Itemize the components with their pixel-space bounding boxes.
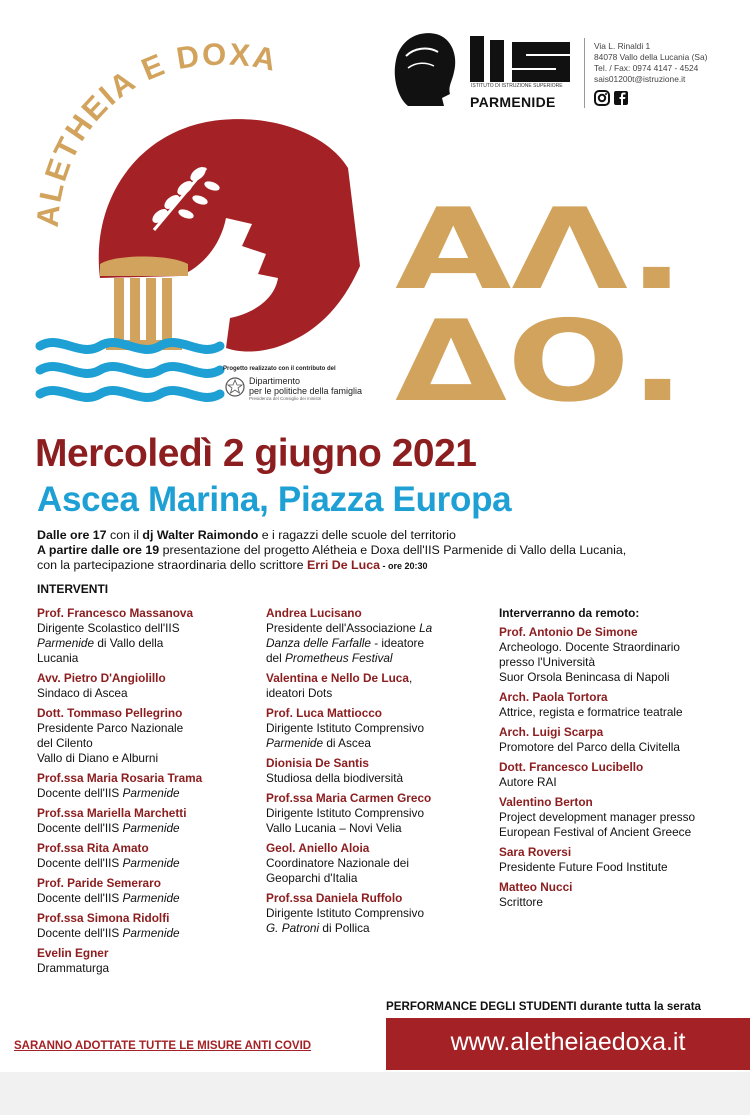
speaker-role: Project development manager presso [499, 810, 696, 824]
speaker-name: Prof.ssa Daniela Ruffolo [266, 891, 403, 905]
speaker-role: Drammaturga [37, 961, 110, 975]
school-name: PARMENIDE [470, 94, 556, 110]
speaker-role: Geoparchi d'Italia [266, 871, 358, 885]
speaker [499, 880, 739, 910]
intro-line-2: A partire dalle ore 19 presentazione del progetto Alétheia e Doxa dell'IIS Parmenide di Vallo della Lucania, [37, 543, 627, 557]
speaker [37, 876, 252, 906]
performance-note: PERFORMANCE DEGLI STUDENTI durante tutta la serata [386, 1000, 702, 1013]
department-intro: Progetto realizzato con il contributo del [223, 366, 336, 372]
speaker-name: Matteo Nucci [499, 880, 573, 894]
address-line: Tel. / Fax: 0974 4147 - 4524 [594, 63, 699, 73]
speaker-role: Dirigente Istituto Comprensivo [266, 806, 425, 820]
instagram-icon[interactable] [595, 91, 609, 105]
social-icons [594, 90, 632, 111]
website-link[interactable]: www.aletheiaedoxa.it [450, 1028, 686, 1056]
speaker-role: Docente dell'IIS Parmenide [37, 856, 180, 870]
iis-logo-icon [470, 36, 580, 82]
speaker-role: del Prometheus Festival [266, 651, 393, 665]
speaker-role: Presidente Future Food Institute [499, 860, 668, 874]
speaker-role: Sindaco di Ascea [37, 686, 128, 700]
speaker-role: Vallo Lucania – Novi Velia [266, 821, 402, 835]
event-intro [37, 528, 626, 574]
speaker [37, 671, 252, 701]
event-place: Ascea Marina, Piazza Europa [37, 480, 512, 519]
address-line: sais01200t@istruzione.it [594, 74, 686, 84]
speaker-role: Scrittore [499, 895, 543, 909]
speaker-name: Dott. Francesco Lucibello [499, 760, 644, 774]
speaker-role: Docente dell'IIS Parmenide [37, 821, 180, 835]
speakers-column-3 [499, 606, 739, 915]
department-name-line: per le politiche della famiglia [249, 386, 363, 396]
speaker-role: Danza delle Farfalle - ideatore [266, 636, 425, 650]
speaker-role: Docente dell'IIS Parmenide [37, 926, 180, 940]
interventi-label: INTERVENTI [37, 582, 109, 596]
speaker-role: Promotore del Parco della Civitella [499, 740, 680, 754]
speaker-role: del Cilento [37, 736, 93, 750]
speaker-role: Attrice, regista e formatrice teatrale [499, 705, 683, 719]
speaker-role: Parmenide di Ascea [266, 736, 371, 750]
covid-notice: SARANNO ADOTTATE TUTTE LE MISURE ANTI COVID [14, 1040, 312, 1052]
speaker [37, 946, 252, 976]
speaker-name: Dionisia De Santis [266, 756, 369, 770]
speaker-role: ideatori Dots [266, 686, 333, 700]
speaker [37, 706, 252, 766]
speaker-role: Studiosa della biodiversità [266, 771, 404, 785]
school-header [388, 28, 748, 118]
speaker-name: Prof. Luca Mattiocco [266, 706, 383, 720]
speaker-name: Prof.ssa Mariella Marchetti [37, 806, 187, 820]
event-date: Mercoledì 2 giugno 2021 [35, 432, 477, 475]
speaker-name: Valentina e Nello De Luca, [266, 671, 413, 685]
speaker-role: Suor Orsola Benincasa di Napoli [499, 670, 670, 684]
column-icon [100, 257, 188, 351]
department-name [249, 376, 362, 396]
speaker [37, 771, 252, 801]
speaker-name: Avv. Pietro D'Angiolillo [37, 671, 166, 685]
speaker-role: Presidente dell'Associazione La [266, 621, 433, 635]
parmenide-face-icon [388, 28, 460, 108]
speaker [499, 845, 739, 875]
speaker-role: European Festival of Ancient Greece [499, 825, 692, 839]
speaker-role: presso l'Università [499, 655, 596, 669]
speaker-name: Geol. Aniello Aloia [266, 841, 370, 855]
speaker-name: Prof.ssa Rita Amato [37, 841, 149, 855]
speaker [37, 806, 252, 836]
logo-arc-text: ALETHEIA E DOXA [30, 36, 282, 229]
department-credit [222, 366, 392, 406]
facebook-icon[interactable] [614, 91, 628, 105]
speaker-role: Coordinatore Nazionale dei [266, 856, 409, 870]
department-subtitle: Presidenza del Consiglio dei ministri [249, 396, 322, 401]
speaker [266, 791, 491, 836]
greek-line-2: ΔΟ. [395, 297, 685, 415]
divider [584, 38, 585, 108]
speaker [499, 690, 739, 720]
speaker-role: Autore RAI [499, 775, 557, 789]
speaker-name: Prof. Paride Semeraro [37, 876, 161, 890]
speaker-name: Prof. Francesco Massanova [37, 606, 194, 620]
speaker [266, 706, 491, 751]
speaker-role: Docente dell'IIS Parmenide [37, 786, 180, 800]
speaker-role: Dirigente Istituto Comprensivo [266, 721, 425, 735]
speaker [37, 911, 252, 941]
department-name-line: Dipartimento [249, 376, 301, 386]
speaker [266, 756, 491, 786]
greek-line-1: ΑΛ. [395, 190, 685, 315]
speaker-name: Prof. Antonio De Simone [499, 625, 638, 639]
remote-header: Interverranno da remoto: [499, 606, 640, 620]
speaker-name: Andrea Lucisano [266, 606, 362, 620]
address-line: 84078 Vallo della Lucania (Sa) [594, 52, 708, 62]
waves-icon [40, 343, 220, 398]
speaker [499, 625, 739, 685]
greek-letters [395, 190, 695, 415]
school-address [594, 41, 707, 85]
speakers-column-1 [37, 606, 252, 981]
speaker-role: Lucania [37, 651, 79, 665]
speaker-role: Dirigente Scolastico dell'IIS [37, 621, 180, 635]
speaker [266, 606, 491, 666]
speaker-name: Evelin Egner [37, 946, 109, 960]
speaker-name: Dott. Tommaso Pellegrino [37, 706, 183, 720]
address-line: Via L. Rinaldi 1 [594, 41, 651, 51]
speaker [499, 760, 739, 790]
speaker [37, 841, 252, 871]
website-banner [386, 1018, 750, 1070]
speaker-name: Valentino Berton [499, 795, 593, 809]
school-subtitle: ISTITUTO DI ISTRUZIONE SUPERIORE [471, 83, 563, 89]
speaker [499, 725, 739, 755]
aletheia-doxa-logo [30, 28, 370, 418]
speaker-role: G. Patroni di Pollica [266, 921, 370, 935]
intro-line-1: Dalle ore 17 con il dj Walter Raimondo e i ragazzi delle scuole del territorio [37, 528, 456, 542]
speaker-role: Archeologo. Docente Straordinario [499, 640, 680, 654]
speaker [499, 795, 739, 840]
speaker-name: Prof.ssa Simona Ridolfi [37, 911, 170, 925]
speaker-role: Dirigente Istituto Comprensivo [266, 906, 425, 920]
speaker [266, 891, 491, 936]
speaker-name: Arch. Paola Tortora [499, 690, 608, 704]
speaker-name: Prof.ssa Maria Carmen Greco [266, 791, 432, 805]
speaker [266, 671, 491, 701]
speaker-name: Prof.ssa Maria Rosaria Trama [37, 771, 203, 785]
speaker-role: Parmenide di Vallo della [37, 636, 164, 650]
speaker-role: Vallo di Diano e Alburni [37, 751, 159, 765]
speaker-role: Docente dell'IIS Parmenide [37, 891, 180, 905]
intro-line-3: con la partecipazione straordinaria dello scrittore Erri De Luca - ore 20:30 [37, 558, 428, 572]
emblem-icon [224, 376, 246, 398]
speaker-name: Arch. Luigi Scarpa [499, 725, 604, 739]
speaker-name: Sara Roversi [499, 845, 572, 859]
speakers-column-2 [266, 606, 491, 941]
speaker [37, 606, 252, 666]
speaker [266, 841, 491, 886]
speaker-role: Presidente Parco Nazionale [37, 721, 184, 735]
